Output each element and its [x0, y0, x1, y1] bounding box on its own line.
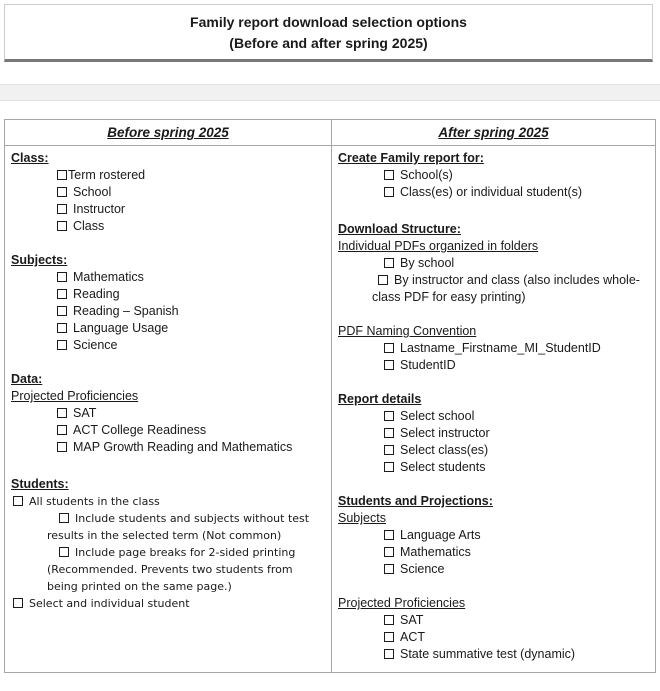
checkbox-item: [384, 425, 647, 442]
section-heading-students: Students:: [11, 477, 69, 491]
checkbox-item: [57, 218, 323, 235]
subheading-projected-proficiencies: Projected Proficiencies: [11, 389, 139, 403]
checkbox-icon[interactable]: [57, 340, 67, 350]
checkbox-item: [57, 439, 323, 456]
checkbox-item: [57, 286, 323, 303]
checkbox-label: StudentID: [400, 358, 456, 372]
subheading-projected-proficiencies-after: Projected Proficiencies: [338, 596, 466, 610]
checkbox-label: Reading: [73, 287, 120, 301]
checkbox-label: Class: [73, 219, 105, 233]
checkbox-icon[interactable]: [13, 496, 23, 506]
checkbox-label: ACT College Readiness: [73, 423, 207, 437]
column-header-after: [332, 120, 655, 146]
section-download-structure: [338, 221, 647, 306]
checkbox-item: [384, 544, 647, 561]
section-heading-download-structure: Download Structure:: [338, 222, 461, 236]
checkbox-item: [384, 646, 647, 663]
checkbox-item: [57, 167, 323, 184]
checkbox-item: [57, 201, 323, 218]
section-pdf-naming: [338, 323, 647, 374]
comparison-table: [4, 119, 656, 673]
checkbox-item: [384, 459, 647, 476]
checkbox-icon[interactable]: [384, 615, 394, 625]
checkbox-item: [57, 422, 323, 439]
checkbox-label: Include students and subjects without test results in the selected term (Not common): [47, 512, 310, 542]
checkbox-icon[interactable]: [384, 462, 394, 472]
checkbox-item: [57, 184, 323, 201]
checkbox-label: School(s): [400, 168, 453, 182]
checkbox-item: [384, 527, 647, 544]
checkbox-label: Science: [400, 562, 445, 576]
checkbox-label: Mathematics: [400, 545, 471, 559]
checkbox-label: SAT: [73, 406, 97, 420]
column-after-body: [332, 146, 655, 669]
checkbox-label: Class(es) or individual student(s): [400, 185, 583, 199]
separator-band: [0, 84, 660, 101]
column-before: [5, 120, 332, 672]
section-students-projections: [338, 493, 647, 578]
checkbox-icon[interactable]: [384, 187, 394, 197]
checkbox-item: [372, 272, 647, 306]
subheading-subjects: Subjects: [338, 511, 386, 525]
checkbox-icon[interactable]: [384, 428, 394, 438]
section-heading-subjects: Subjects:: [11, 253, 68, 267]
checkbox-icon[interactable]: [57, 306, 67, 316]
checkbox-item: [57, 303, 323, 320]
checkbox-item: [384, 255, 647, 272]
checkbox-label: Language Arts: [400, 528, 481, 542]
checkbox-label: Mathematics: [73, 270, 144, 284]
section-heading-class: Class:: [11, 151, 49, 165]
checkbox-icon[interactable]: [384, 170, 394, 180]
checkbox-icon[interactable]: [384, 445, 394, 455]
checkbox-item: [57, 405, 323, 422]
checkbox-icon[interactable]: [384, 547, 394, 557]
checkbox-item: [384, 629, 647, 646]
section-class: [11, 150, 323, 235]
checkbox-icon[interactable]: [59, 547, 69, 557]
checkbox-item: [384, 612, 647, 629]
page-title-line-2: (Before and after spring 2025): [229, 35, 428, 51]
checkbox-item: [384, 357, 647, 374]
section-create-report: [338, 150, 647, 201]
checkbox-icon[interactable]: [378, 275, 388, 285]
checkbox-item: [384, 184, 647, 201]
checkbox-item: [57, 269, 323, 286]
checkbox-label: SAT: [400, 613, 424, 627]
column-header-after-label: After spring 2025: [438, 125, 549, 140]
checkbox-icon[interactable]: [57, 323, 67, 333]
checkbox-icon[interactable]: [384, 360, 394, 370]
checkbox-icon[interactable]: [57, 425, 67, 435]
checkbox-icon[interactable]: [384, 632, 394, 642]
subheading-individual-pdfs: Individual PDFs organized in folders: [338, 239, 539, 253]
checkbox-label: Select class(es): [400, 443, 489, 457]
checkbox-icon[interactable]: [384, 411, 394, 421]
checkbox-icon[interactable]: [384, 564, 394, 574]
checkbox-icon[interactable]: [384, 649, 394, 659]
checkbox-label: Reading – Spanish: [73, 304, 179, 318]
checkbox-label: School: [73, 185, 112, 199]
checkbox-label: Science: [73, 338, 118, 352]
checkbox-icon[interactable]: [384, 343, 394, 353]
checkbox-item: [47, 510, 323, 544]
column-header-before: [5, 120, 331, 146]
checkbox-item: [384, 340, 647, 357]
column-before-body: [5, 146, 331, 618]
checkbox-icon[interactable]: [57, 221, 67, 231]
checkbox-icon[interactable]: [57, 272, 67, 282]
checkbox-icon[interactable]: [57, 408, 67, 418]
checkbox-item: [57, 337, 323, 354]
checkbox-label: Select school: [400, 409, 475, 423]
checkbox-item: [13, 493, 323, 510]
section-heading-report-details: Report details: [338, 392, 422, 406]
checkbox-label: By school: [400, 256, 455, 270]
section-report-details: [338, 391, 647, 476]
checkbox-item: [384, 561, 647, 578]
section-heading-data: Data:: [11, 372, 43, 386]
checkbox-label: ACT: [400, 630, 425, 644]
checkbox-label: Select instructor: [400, 426, 490, 440]
page-title-line-1: Family report download selection options: [190, 14, 467, 30]
checkbox-icon[interactable]: [57, 442, 67, 452]
checkbox-item: [384, 408, 647, 425]
checkbox-label: Instructor: [73, 202, 126, 216]
checkbox-icon[interactable]: [57, 204, 67, 214]
checkbox-label: All students in the class: [29, 495, 160, 508]
subheading-pdf-naming-convention: PDF Naming Convention: [338, 324, 477, 338]
checkbox-label: Term rostered: [68, 168, 146, 182]
checkbox-icon[interactable]: [384, 258, 394, 268]
checkbox-icon[interactable]: [13, 598, 23, 608]
column-after: [332, 120, 655, 672]
checkbox-item: [13, 595, 323, 612]
checkbox-icon[interactable]: [57, 187, 67, 197]
checkbox-icon[interactable]: [384, 530, 394, 540]
section-subjects: [11, 252, 323, 354]
checkbox-item: [384, 442, 647, 459]
checkbox-item: [57, 320, 323, 337]
checkbox-item: [384, 167, 647, 184]
section-heading-students-projections: Students and Projections:: [338, 494, 493, 508]
checkbox-label: Select and individual student: [29, 597, 190, 610]
checkbox-label: State summative test (dynamic): [400, 647, 576, 661]
section-students: [11, 476, 323, 612]
title-box: [4, 4, 653, 62]
checkbox-label: Language Usage: [73, 321, 169, 335]
checkbox-label: Include page breaks for 2-sided printing (Recommended. Prevents two students from being printed on the same page.): [47, 546, 296, 593]
section-heading-create-report: Create Family report for:: [338, 151, 484, 165]
checkbox-icon[interactable]: [57, 170, 67, 180]
section-projected-proficiencies: [338, 595, 647, 663]
checkbox-label: By instructor and class (also includes whole-class PDF for easy printing): [372, 273, 640, 304]
checkbox-icon[interactable]: [59, 513, 69, 523]
checkbox-item: [47, 544, 323, 595]
checkbox-icon[interactable]: [57, 289, 67, 299]
section-data: [11, 371, 323, 456]
checkbox-label: MAP Growth Reading and Mathematics: [73, 440, 293, 454]
checkbox-label: Lastname_Firstname_MI_StudentID: [400, 341, 601, 355]
checkbox-label: Select students: [400, 460, 486, 474]
column-header-before-label: Before spring 2025: [107, 125, 229, 140]
